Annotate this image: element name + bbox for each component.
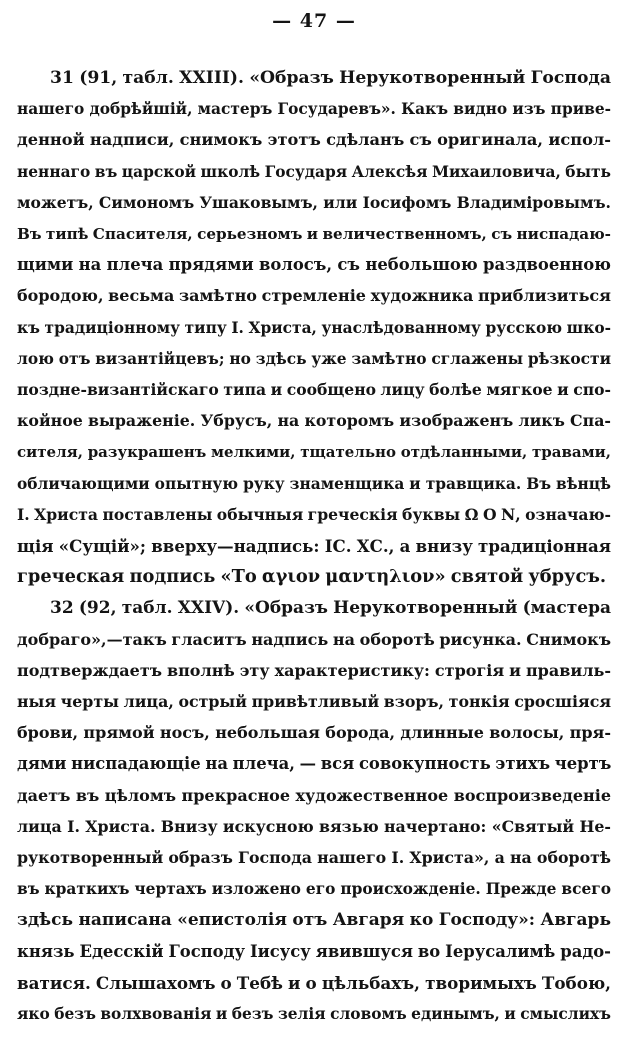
text-line: яко безъ волхвованія и безъ зелія словомъ единымъ, и смыслихъ [17,1005,611,1023]
text-line: 32 (92, табл. XXIV). «Образъ Нерукотворенный (мастера [50,598,611,619]
text-line: лою отъ византійцевъ; но здѣсь уже замѣтно сглажены рѣзкости [17,349,611,368]
text-line: Въ типѣ Спасителя, серьезномъ и величественномъ, съ ниспадаю- [17,225,611,243]
text-line: дями ниспадающіе на плеча, — вся совокупность этихъ чертъ [17,754,612,774]
text-line: въ краткихъ чертахъ изложено его происхожденіе. Прежде всего [17,880,611,899]
text-line: греческая подпись «Το αγιον μαντηλιον» святой убрусъ. [17,566,607,588]
text-line: подтверждаетъ вполнѣ эту характеристику: строгія и правиль- [17,660,611,680]
page-number: — 47 — [272,10,356,32]
text-line: брови, прямой носъ, небольшая борода, длинные волосы, пря- [17,723,611,743]
text-line: 31 (91, табл. XXIII). «Образъ Нерукотворенный Господа [50,68,611,88]
text-line: щія «Сущій»; вверху—надпись: ІС. ХС., а внизу традиціонная [17,536,611,556]
text-line: І. Христа поставлены обычныя греческія буквы Ω Ο Ν, означаю- [17,504,611,524]
text-line: бородою, весьма замѣтно стремленіе художника приблизиться [17,286,611,306]
text-line: лица І. Христа. Внизу искусною вязью начертано: «Святый Не- [17,816,611,836]
text-line: обличающими опытную руку знаменщика и травщика. Въ вѣнцѣ [17,474,611,493]
text-line: денной надписи, снимокъ этотъ сдѣланъ съ оригинала, испол- [17,130,611,150]
text-line: сителя, разукрашенъ мелкими, тщательно отдѣланными, травами, [17,443,611,462]
text-line: нашего добрѣйшій, мастеръ Государевъ». Какъ видно изъ приве- [17,100,611,119]
text-line: рукотворенный образъ Господа нашего І. Христа», а на оборотѣ [17,848,611,867]
text-line: здѣсь написана «епистолія отъ Авгаря ко Господу»: Авгарь [17,910,611,931]
text-line: ныя черты лица, острый привѣтливый взоръ, тонкія сросшіяся [17,692,611,711]
text-line: князь Едесскій Господу Іисусу явившуся во Іерусалимѣ радо- [17,941,611,961]
text-line: добраго»,—такъ гласитъ надпись на оборотѣ рисунка. Снимокъ [17,629,611,649]
text-line: щими на плеча прядями волосъ, съ небольшою раздвоенною [17,255,611,275]
text-line: даетъ въ цѣломъ прекрасное художественное воспроизведеніе [17,785,611,805]
text-line: къ традиціонному типу І. Христа, унаслѣдованному русскою шко- [17,318,611,337]
text-line: койное выраженіе. Убрусъ, на которомъ изображенъ ликъ Спа- [17,411,611,431]
text-line: поздне-византійскаго типа и сообщено лицу болѣе мягкое и спо- [17,380,611,399]
text-line: неннаго въ царской школѣ Государя Алексѣя Михаиловича, быть [17,162,611,181]
text-line: можетъ, Симономъ Ушаковымъ, или Іосифомъ Владиміровымъ. [17,192,611,212]
text-line: ватися. Слышахомъ о Тебѣ и о цѣльбахъ, творимыхъ Тобою, [17,972,611,993]
